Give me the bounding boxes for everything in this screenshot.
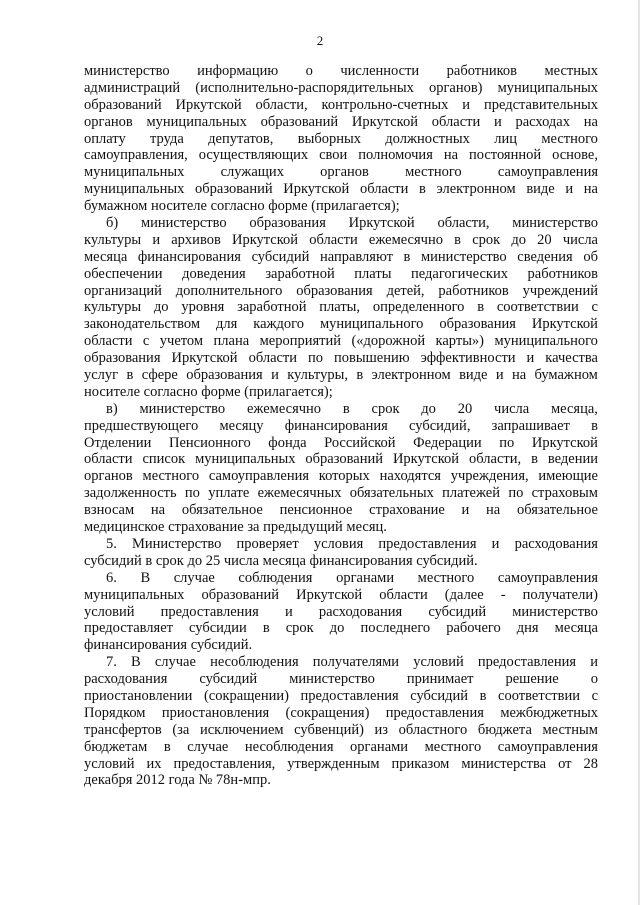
page-number: 2: [316, 33, 324, 48]
text-line: трансфертов (за исключением субвенций) из областного бюджета местным: [84, 721, 598, 738]
text-line: расходования субсидий министерство принимает решение о: [84, 671, 598, 688]
text-line: услуг в сфере образования и культуры, в электронном виде и на бумажном: [84, 367, 598, 384]
text-line: муниципальных образований Иркутской области в электронном виде и на: [84, 181, 598, 198]
text-line: Отделении Пенсионного фонда Российской Федерации по Иркутской: [84, 434, 598, 451]
text-line: финансирования субсидий.: [84, 637, 253, 654]
paragraph-p6: [84, 654, 598, 789]
text-line: министерство информацию о численности работников местных: [84, 63, 598, 79]
text-line: образования Иркутской области по повышению эффективности и качества: [84, 350, 598, 367]
text-line: б) министерство образования Иркутской области, министерство: [106, 215, 598, 232]
text-line: бумажном носителе согласно форме (прилагается);: [84, 198, 400, 215]
text-line: органов местного самоуправления которых находятся учреждения, имеющие: [84, 468, 598, 485]
text-line: области список муниципальных образований Иркутской области, в ведении: [84, 451, 598, 468]
text-line: месяца финансирования субсидий направляют в министерство сведения об: [84, 248, 598, 265]
text-line: культуры до уровня заработной платы, определенного в соответствии с: [84, 299, 598, 316]
text-line: муниципальных образований Иркутской области (далее - получатели): [84, 586, 598, 603]
text-line: декабря 2012 года № 78н-мпр.: [84, 772, 271, 789]
paragraph-p4: [84, 536, 598, 570]
text-line: носителе согласно форме (прилагается);: [84, 383, 333, 400]
paragraph-p1: [84, 63, 598, 215]
text-line: администраций (исполнительно-распорядительных органов) муниципальных: [84, 79, 598, 96]
text-line: взносам на обязательное пенсионное страхование и на обязательное: [84, 502, 598, 519]
text-line: органов муниципальных образований Иркутской области и расходах на: [84, 113, 598, 130]
text-line: законодательством для каждого муниципального образования Иркутской: [84, 316, 598, 333]
paragraph-p5: [84, 570, 598, 654]
text-line: самоуправления, осуществляющих свои полномочия на постоянной основе,: [84, 147, 598, 164]
text-line: медицинское страхование за предыдущий месяц.: [84, 519, 387, 536]
paragraph-p3: [84, 401, 598, 536]
text-line: 5. Министерство проверяет условия предоставления и расходования: [106, 535, 598, 552]
text-line: 6. В случае соблюдения органами местного самоуправления: [106, 569, 598, 586]
text-line: предшествующего месяцу финансирования субсидий, запрашивает в: [84, 417, 598, 434]
text-line: предоставляет субсидии в срок до последнего рабочего дня месяца: [84, 620, 598, 637]
text-line: организаций дополнительного образования детей, работников учреждений: [84, 282, 598, 299]
text-line: образований Иркутской области, контрольно-счетных и представительных: [84, 96, 598, 113]
text-line: в) министерство ежемесячно в срок до 20 числа месяца,: [106, 400, 598, 417]
text-line: субсидий в срок до 25 числа месяца финансирования субсидий.: [84, 552, 478, 569]
text-line: приостановлении (сокращении) предоставления субсидий в соответствии с: [84, 687, 598, 704]
text-line: бюджетам в случае несоблюдения органами местного самоуправления: [84, 738, 598, 755]
text-line: Порядком приостановления (сокращения) предоставления межбюджетных: [84, 704, 598, 721]
text-line: оплату труда депутатов, выборных должностных лиц местного: [84, 130, 598, 147]
text-line: 7. В случае несоблюдения получателями условий предоставления и: [106, 654, 598, 671]
document-body: [84, 63, 598, 789]
text-line: культуры и архивов Иркутской области ежемесячно в срок до 20 числа: [84, 231, 598, 248]
text-line: задолженность по уплате ежемесячных обязательных платежей по страховым: [84, 485, 598, 502]
text-line: условий предоставления и расходования субсидий министерство: [84, 603, 598, 620]
paragraph-p2: [84, 215, 598, 401]
text-line: муниципальных служащих органов местного самоуправления: [84, 164, 598, 181]
text-line: области с учетом плана мероприятий («дорожной карты») муниципального: [84, 333, 598, 350]
text-line: обеспечении доведения заработной платы педагогических работников: [84, 265, 598, 282]
text-line: условий их предоставления, утвержденным приказом министерства от 28: [84, 755, 598, 772]
